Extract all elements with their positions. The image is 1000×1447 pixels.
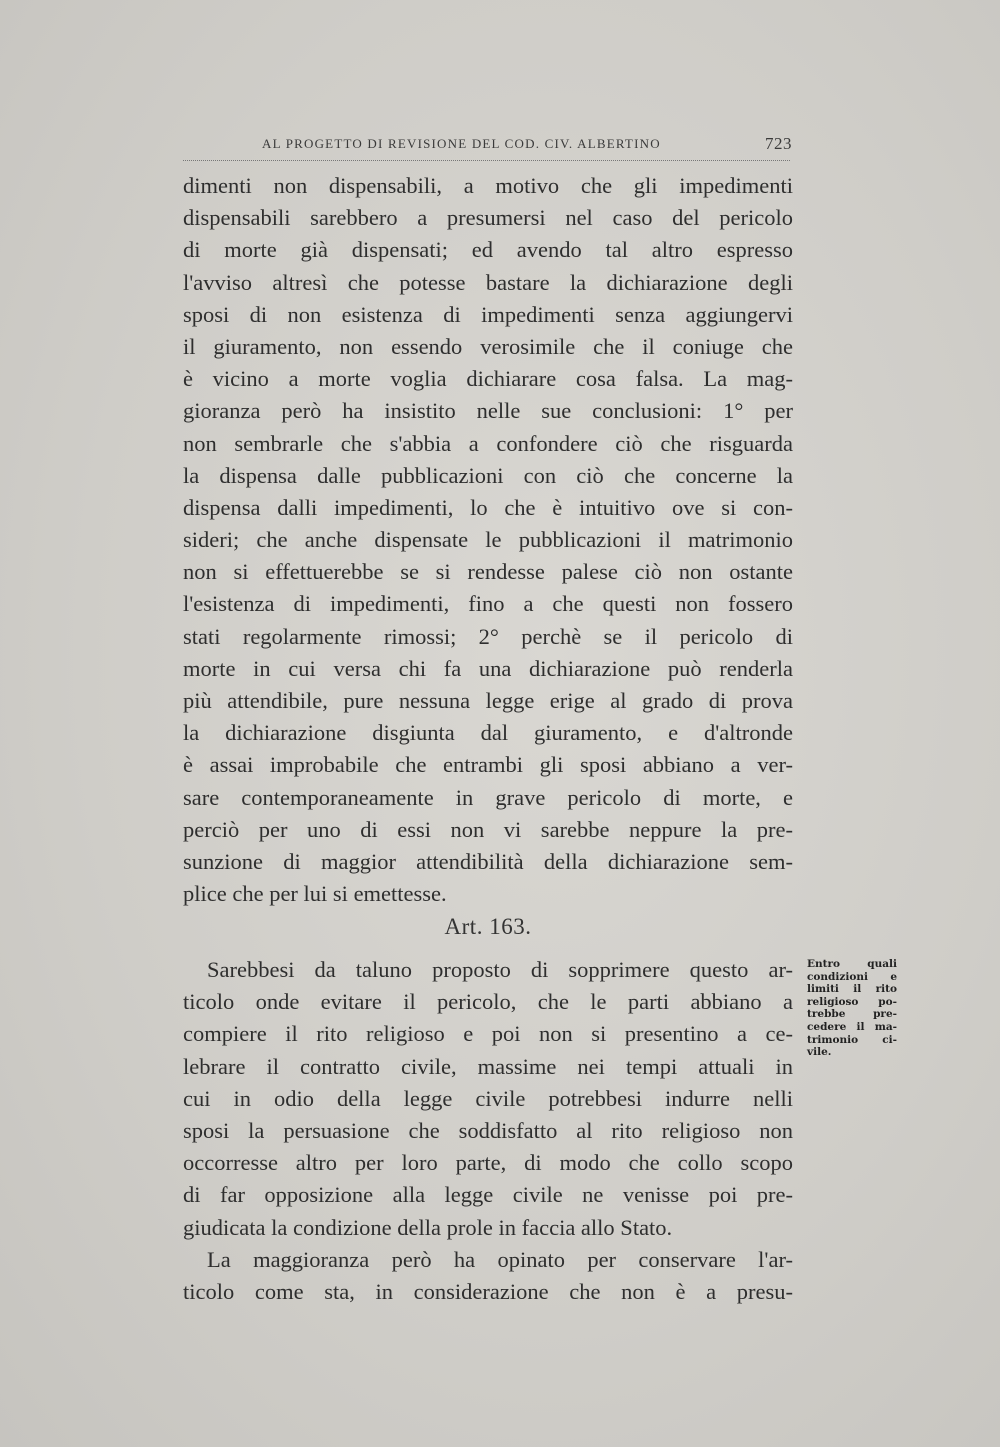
paragraph-2 — [183, 954, 793, 1308]
text-line: è assai improbabile che entrambi gli sposi abbiano a ver- — [183, 752, 793, 778]
text-line: compiere il rito religioso e poi non si presentino a ce- — [183, 1021, 793, 1047]
text-line: ticolo onde evitare il pericolo, che le parti abbiano a — [183, 989, 793, 1015]
margin-note-line: limiti il rito — [807, 983, 897, 996]
margin-note-line: trimonio ci- — [807, 1033, 897, 1046]
margin-note-line: condizioni e — [807, 970, 897, 983]
running-head-title: AL PROGETTO DI REVISIONE DEL COD. CIV. ALBERTINO — [262, 136, 661, 151]
text-line: cui in odio della legge civile potrebbesi indurre nelli — [183, 1085, 793, 1111]
text-line: il giuramento, non essendo verosimile che il coniuge che — [183, 333, 793, 359]
text-line: l'esistenza di impedimenti, fino a che questi non fossero — [183, 591, 793, 617]
margin-note-line: vile. — [807, 1046, 832, 1059]
header-rule — [183, 160, 790, 161]
running-head — [262, 134, 792, 156]
text-line: di far opposizione alla legge civile ne venisse poi pre- — [183, 1182, 793, 1208]
text-line: giudicata la condizione della prole in faccia allo Stato. — [183, 1214, 673, 1240]
text-line: la dispensa dalle pubblicazioni con ciò che concerne la — [183, 462, 793, 488]
page-number: 723 — [765, 134, 792, 153]
text-line: sposi la persuasione che soddisfatto al rito religioso non — [183, 1117, 793, 1143]
text-line: gioranza però ha insistito nelle sue conclusioni: 1° per — [183, 398, 793, 424]
text-line: di morte già dispensati; ed avendo tal altro espresso — [183, 237, 793, 263]
margin-note-line: trebbe pre- — [807, 1008, 897, 1021]
text-line: sunzione di maggior attendibilità della dichiarazione sem- — [183, 848, 793, 874]
text-line: più attendibile, pure nessuna legge erige al grado di prova — [183, 688, 793, 713]
text-line: La maggioranza però ha opinato per conservare l'ar- — [207, 1246, 793, 1272]
text-line: perciò per uno di essi non vi sarebbe neppure la pre- — [183, 816, 793, 842]
text-line: dimenti non dispensabili, a motivo che gli impedimenti — [183, 173, 793, 198]
text-line: ticolo come sta, in considerazione che non è a presu- — [183, 1278, 793, 1304]
article-heading: Art. 163. — [444, 914, 532, 939]
text-line: dispensa dalli impedimenti, lo che è intuitivo ove si con- — [183, 494, 793, 520]
text-line: sideri; che anche dispensate le pubblicazioni il matrimonio — [183, 527, 793, 553]
text-line: Sarebbesi da taluno proposto di sopprimere questo ar- — [207, 957, 793, 982]
text-line: la dichiarazione disgiunta dal giuramento, e d'altronde — [183, 720, 793, 746]
text-line: occorresse altro per loro parte, di modo che collo scopo — [183, 1150, 793, 1176]
margin-note-line: religioso po- — [807, 995, 897, 1008]
text-line: sare contemporaneamente in grave pericolo di morte, e — [183, 784, 793, 810]
margin-note-line: Entro quali — [807, 958, 897, 970]
text-line: è vicino a morte voglia dichiarare cosa falsa. La mag- — [183, 366, 793, 392]
margin-note-line: cedere il ma- — [807, 1020, 897, 1033]
text-line: stati regolarmente rimossi; 2° perchè se il pericolo di — [183, 623, 793, 649]
text-line: sposi di non esistenza di impedimenti senza aggiungervi — [183, 301, 793, 327]
text-line: l'avviso altresì che potesse bastare la dichiarazione degli — [183, 269, 793, 295]
text-line: morte in cui versa chi fa una dichiarazione può renderla — [183, 655, 793, 681]
margin-note — [807, 958, 897, 1059]
text-line: dispensabili sarebbero a presumersi nel caso del pericolo — [183, 205, 793, 231]
text-line: non si effettuerebbe se si rendesse palese ciò non ostante — [183, 559, 793, 585]
paragraph-1 — [183, 170, 793, 910]
text-line: lebrare il contratto civile, massime nei tempi attuali in — [183, 1053, 793, 1079]
text-line: plice che per lui si emettesse. — [183, 881, 447, 907]
text-line: non sembrarle che s'abbia a confondere ciò che risguarda — [183, 430, 793, 456]
